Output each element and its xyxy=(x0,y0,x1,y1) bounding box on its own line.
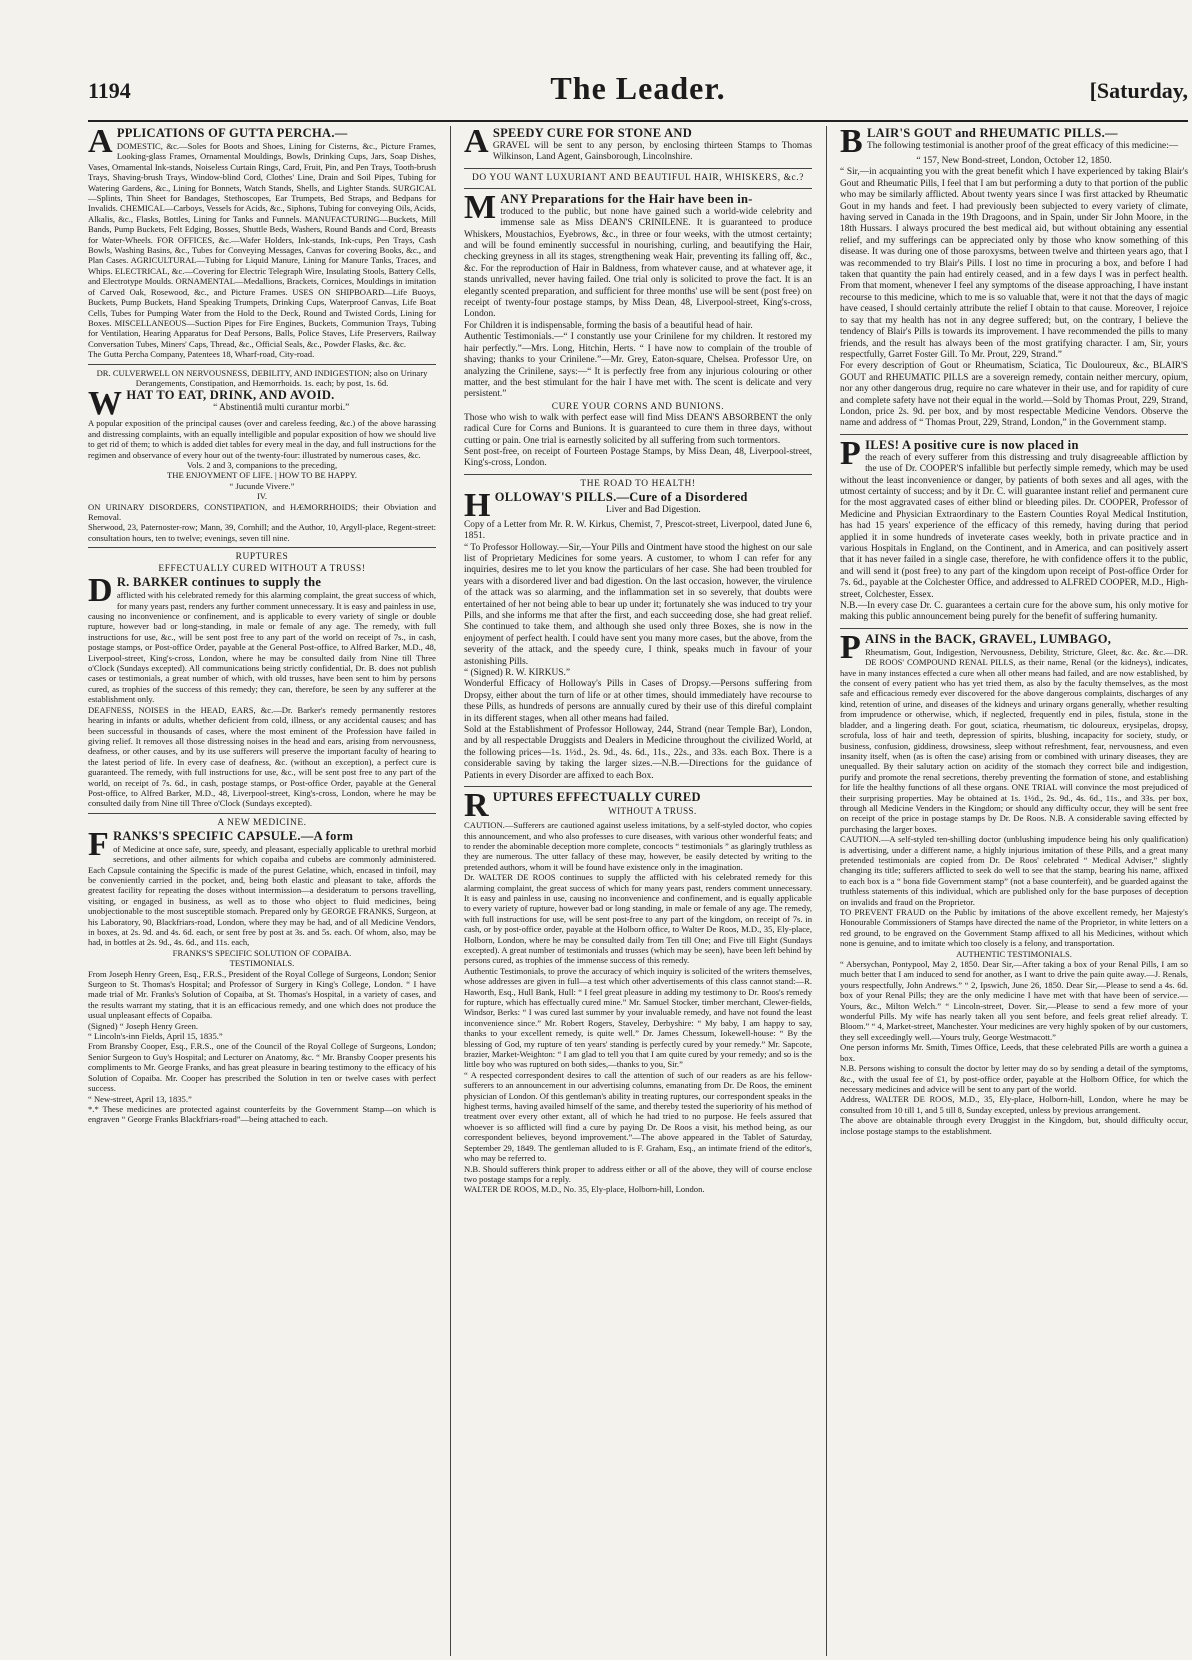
divider xyxy=(840,434,1188,435)
ad-title: R. BARKER continues to supply the xyxy=(116,575,322,590)
ad-fraud: TO PREVENT FRAUD on the Public by imitations of the above excellent remedy, her Majesty's Honourable Commissioners of Stamps have directed the name of the Proprietor, in white letters on a red ground, to be engraved on the Government Stamp affixed to all his Medicines, without which none is genuine, and to imitate which too closely is a felony, and transportation. xyxy=(840,907,1188,949)
ad-intro: Copy of a Letter from Mr. R. W. Kirkus, Chemist, 7, Prescot-street, Liverpool, dated June 6, 1851. xyxy=(464,519,812,542)
ad-address: Address, WALTER DE ROOS, M.D., 35, Ely-place, Holborn-hill, London, where he may be consulted from 10 till 1, and 5 till 8, Sunday excepted, unless by previous arrangement. xyxy=(840,1094,1188,1115)
drop-cap: M xyxy=(464,188,497,226)
ad-signature: (Signed) “ Joseph Henry Green. xyxy=(88,1020,199,1031)
ad-address-date: “ 157, New Bond-street, London, October 12, 1850. xyxy=(916,156,1112,166)
ad-signature: “ (Signed) R. W. KIRKUS.” xyxy=(464,668,570,679)
ad-culverwell xyxy=(88,368,436,544)
drop-cap: P xyxy=(840,434,862,472)
ad-title: PPLICATIONS OF GUTTA PERCHA.— xyxy=(116,126,348,140)
ad-crinilene xyxy=(464,172,812,470)
ad-body: afflicted with his celebrated remedy for this alarming complaint, the great success of which, for many years past, renders any further comment unnecessary. It is easy and painless in use, causing no inconvenience or confinement, and is applicable to every variety of single or double rupture, however bad or long-standing, in male or female of any age. The remedy, with full instructions for use, &c., will be sent post free to any part of the world on receipt of 7s., in cash, postage stamps, or Post-office Order, payable at the General Post-office, to Alfred Barker, M.D., 48, Liverpool-street, King's-cross, London, where he may be consulted daily from Nine till Three o'Clock (Sundays excepted). All communications being strictly confidential, Dr. B. does not publish cases or testimonials, a great number of which, with old trusses, have been sent to him by persons cured, as trophies of the success of this remedy; they can, therefore, be seen by any sufferer at the establishment only. xyxy=(88,590,436,705)
ad-footer: The above are obtainable through every Druggist in the Kingdom, but, should difficulty occur, inclose postage stamps to the establishment. xyxy=(840,1115,1188,1136)
drop-cap: R xyxy=(464,787,489,825)
ad-heading: DO YOU WANT LUXURIANT AND BEAUTIFUL HAIR, WHISKERS, &c.? xyxy=(472,172,804,183)
drop-cap: F xyxy=(88,825,110,863)
ad-title: LAIR'S GOUT and RHEUMATIC PILLS.— xyxy=(866,126,1118,140)
drop-cap: A xyxy=(88,126,113,160)
ad-blair-pills xyxy=(840,126,1188,430)
ad-body: GRAVEL will be sent to any person, by enclosing thirteen Stamps to Thomas Wilkinson, Land Agent, Gainsborough, Lincolnshire. xyxy=(492,141,812,163)
divider xyxy=(464,168,812,169)
ad-deroos-ruptures xyxy=(464,787,812,1195)
ad-testimonials: “ Abersychan, Pontypool, May 2, 1850. Dear Sir,—After taking a box of your Renal Pills, I am so much better that I am induced to send for another, as I want to drive the pain quite away.—J. Renals, yours respectfully, John Andrews.” “ 2, Ipswich, June 26, 1850. Dear Sir,—Please to send a 4s. 6d. box of your Renal Pills; they are the only medicine I have met with that have been of service.—Yours, &c., Milton Welch.” “ Lincoln-street, Dover. Sir,—Please to send a few more of your wonderful Pills. My wife has nearly taken all you sent before, and feels great relief already. T. Bloom.” “ 4, Market-street, Manchester. Your medicines are very highly spoken of by our customers, they sell exceedingly well.—Yours truly, George Westmacott.” xyxy=(840,959,1188,1042)
ad-vols: Vols. 2 and 3, companions to the preceding, xyxy=(186,459,338,470)
ad-subtitle: WITHOUT A TRUSS. xyxy=(608,806,697,817)
ad-letter: “ To Professor Holloway.—Sir,—Your Pills and Ointment have stood the highest on our sale list of Proprietary Medicines for some years. A customer, to whom I can refer for any inquiries, desires me to let you know the particulars of her case. She had been troubled for years with a disordered liver and bad digestion. On the last occasion, however, the virulence of the attack was so alarming, and the inflammation set in so severely, that doubts were entertained of her not being able to bear up under it; fortunately she was induced to try your Pills, and she informs me that after the first, and each succeeding dose, she had great relief. She continued to take them, and although she used only three Boxes, she is now in the enjoyment of perfect health. I could have sent you many more cases, but the above, from the severity of the attack, and the speedy cure, I think, speaks much in favour of your astonishing Pills. xyxy=(464,542,812,667)
divider xyxy=(464,786,812,787)
ad-heading: A NEW MEDICINE. xyxy=(217,817,307,828)
drop-cap: P xyxy=(840,628,862,666)
page-number: 1194 xyxy=(88,78,131,103)
ad-body: troduced to the public, but none have gained such a world-wide celebrity and immense sale as Miss DEAN'S CRINILENE. It is guaranteed to produce Whiskers, Moustachios, Eyebrows, &c., in three or four weeks, with the utmost certainty; and will be found eminently successful in nourishing, curling, and beautifying the Hair, checking greyness in all its stages, strengthening weak Hair, preventing its falling off, &c., &c. For the reproduction of Hair in Baldness, from whatever cause, and at whatever age, it stands unrivalled, never having failed. One trial only is solicited to prove the fact. It is an elegantly scented preparation, and sufficient for three months' use will be sent (post free) on receipt of twenty-four postage stamps, by Miss Dean, 48, Liverpool-street, King's-cross, London. xyxy=(464,206,812,320)
ad-sold: Sold at the Establishment of Professor Holloway, 244, Strand (near Temple Bar), London, and by all respectable Druggists and Dealers in Medicine throughout the civilized World, at the following prices—1s. 1½d., 2s. 9d., 4s. 6d., 11s., 22s., and 33s. each Box. There is a considerable saving by taking the larger sizes.—N.B.—Directions for the guidance of Patients in every Disorder are affixed to each Box. xyxy=(464,725,812,781)
ad-gutta-percha xyxy=(88,126,436,360)
ad-footer: The Gutta Percha Company, Patentees 18, Wharf-road, City-road. xyxy=(88,349,315,360)
ad-testimonials-head: TESTIMONIALS. xyxy=(229,958,295,969)
ad-urinary-title: ON URINARY DISORDERS, CONSTIPATION, and HÆMORRHOIDS; their Obviation and Removal. xyxy=(88,501,436,522)
ad-body: Dr. WALTER DE ROOS continues to supply the afflicted with his celebrated remedy for this alarming complaint, the great success of which for many years past, renders comment unnecessary. It is easy and painless in use, causing no inconvenience and confinement, and is equally applicable to every variety of rupture, however bad or long standing, in male or female of any age. The remedy, with full instructions for use, will be sent post-free to any part of the kingdom, on receipt of 7s. in cash, or by post-office order, payable at the Holborn office, to Walter De Roos, M.D., 35, Ely-place, Holborn, London, where he may be consulted daily from Ten till One; and Five till Eight (Sundays excepted). A great number of testimonials and trusses (which may be seen), have been left behind by persons cured, as trophies of the immense success of this remedy. xyxy=(464,872,812,966)
ad-body: the reach of every sufferer from this distressing and truly disagreeable affliction by the use of Dr. COOPER'S infallible but perfectly simple remedy, which may be used without the least inconvenience or danger, by patients of both sexes and all ages, with the utmost certainty of success; and by it Dr. C. will guarantee instant relief and permanent cure for the most aggravated cases of either blind or bleeding piles. Dr. COOPER, Professor of Medicine and Physician Extraordinary to the Eastern Counties Royal Medical Institution, has had 15 years' experience of the efficacy of this remedy, having during that period applied it in some hundreds of inveterate cases weekly, both in private practice and in various Hospitals in England, on the Continent, and in America, and can positively assert that it has never failed in a single case, therefore, he with confidence offers it to the public, and will send it (post free) to any part of the kingdom upon receipt of Post-office Order for 7s. 6d., payable at the Colchester Office, and addressed to ALFRED COOPER, M.D., High-street, Colchester, Essex. xyxy=(840,452,1188,600)
ad-subheading: EFFECTUALLY CURED WITHOUT A TRUSS! xyxy=(158,564,366,575)
ad-nb: N.B. Persons wishing to consult the doctor by letter may do so by sending a detail of the symptoms, &c., with the usual fee of £1, by post-office order, payable at the Holborn Office, for which the necessary medicines and advice will be sent to any part of the world. xyxy=(840,1063,1188,1094)
divider xyxy=(88,364,436,365)
column-3 xyxy=(840,126,1188,1656)
ad-testimonials: Authentic Testimonials, to prove the accuracy of which inquiry is solicited of the writers themselves, whose addresses are given in full—a test which other advertisements of this class cannot stand:—R. Haworth, Esq., Hull Bank, Hull: “ I feel great pleasure in adding my testimony to Dr. Roos's remedy for rupture, which has effectually cured mine.” Mr. Samuel Stocker, timber merchant, Clewer-fields, Windsor, Berks: “ I was cured last summer by your invaluable remedy, and have not found the least inconvenience since.” Mr. Robert Rogers, Staveley, Derbyshire: “ My baby, I am happy to say, thanks to your excellent remedy, is quite well.” Dr. James Chessum, Iokewell-house: “ By the blessing of God, my rupture of ten years' standing is perfectly cured by your remedy.” Mr. Sapcote, brazier, Market-Weighton: “ I am glad to tell you that I am quite cured by your remedy; and so is the little boy who was ruptured on both sides,—thanks to you, Sir.” xyxy=(464,965,812,1070)
ad-leeds: One person informs Mr. Smith, Times Office, Leeds, that these celebrated Pills are worth a guinea a box. xyxy=(840,1042,1188,1063)
divider xyxy=(464,188,812,189)
ad-enjoyment: THE ENJOYMENT OF LIFE. | HOW TO BE HAPPY. xyxy=(166,470,357,481)
ad-barker-ruptures xyxy=(88,551,436,809)
divider xyxy=(88,813,436,814)
ad-body: A popular exposition of the principal causes (over and careless feeding, &c.) of the above harassing and distressing complaints, with an equally intelligible and popular exposition of how we should live to get rid of them; to which is added diet tables for every meal in the day, and full instructions for the regimen and observance of every hour out of the twenty-four: illustrated by numerous cases, &c. xyxy=(88,418,436,460)
ad-title-2: Liver and Bad Digestion. xyxy=(605,504,701,515)
ad-title: ILES! A positive cure is now placed in xyxy=(865,437,1079,452)
divider xyxy=(464,474,812,475)
ad-correspondent: “ A respected correspondent desires to call the attention of such of our readers as are his fellow-sufferers to an announcement in our advertising columns, emanating from Dr. De Roos, the eminent physician of London. Of this gentleman's ability in treating ruptures, our correspondent speaks in the highest terms, having availed himself of the same, and thereby tested the superiority of his method of treatment over every other extant, all of which he had tried to no purpose. He feels assured that whoever is so afflicted will find a cure by paying Dr. De Roos a visit, his method being, as our correspondent believes, beyond improvement.”—The above appeared in the Tablet of Saturday, September 29, 1849. The gentleman alluded to is F. Graham, Esq., an intimate friend of the editor's, who may be referred to. xyxy=(464,1069,812,1164)
ad-piles-cure xyxy=(840,434,1188,624)
ad-title: RANKS'S SPECIFIC CAPSULE.—A form xyxy=(113,828,354,843)
ad-motto: “ Abstinentiâ multi curantur morbi.” xyxy=(213,403,350,414)
divider xyxy=(840,628,1188,629)
ad-caution: CAUTION.—A self-styled ten-shilling doctor (unblushing impudence being his only qualification) is advertising, under a different name, a highly injurious imitation of these Pills, and a great many pretended testimonials are copied from Dr. De Roos' celebrated “ Medical Adviser,” slightly changing its title; sufferers afflicted to seek do well to see that the stamp, bearing his name, affixed to each box is a “ bona fide Government stamp” (not a base counterfeit), and be guarded against the truthless statements of this individual, which are published only for the base purposes of deception on invalids and fraud on the Proprietor. xyxy=(840,834,1188,907)
ad-deafness: DEAFNESS, NOISES in the HEAD, EARS, &c.—Dr. Barker's remedy permanently restores hearing in infants or adults, whether deficient from cold, illness, or any accidental causes; and has been successful in thousands of cases, where the most eminent of the Profession have failed in giving relief. It removes all those distressing noises in the head and ears, arising from nervousness, deafness, or other causes, and by its use sufferers will preserve the important faculty of hearing to the latest period of life. In every case of deafness, &c. (without an exception), a perfect cure is guaranteed. The remedy, with full instructions for use, &c., will be sent post free to any part of the world, on receipt of 7s. 6d., in cash, postage stamps, or Post-office Order, payable at the General Post-office, to Alfred Barker, M.D., 48, Liverpool-street, King's-cross, London, where he may be consulted daily from Nine till Three o'Clock (Sundays excepted). xyxy=(88,704,436,809)
divider xyxy=(88,547,436,548)
ad-body: DOMESTIC, &c.—Soles for Boots and Shoes, Lining for Cisterns, &c., Picture Frames, Looking-glass Frames, Ornamental Mouldings, Bowls, Drinking Cups, Jars, Soap Dishes, Vases, Ornamental Ink-stands, Noiseless Curtain Rings, Card, Fruit, Pin, and Pen Trays, Tooth-brush Trays, Shaving-brush Trays, Window-blind Cord, Clothes' Line, Drain and Soil Pipes, Tubing for Watering Gardens, &c., Lining for Bonnets, Watch Stands, Shells, and Lighter Stands. SURGICAL—Splints, Thin Sheet for Bandages, Stethoscopes, Ear Trumpets, Bed Straps, and Bedpans for Invalids. CHEMICAL—Carboys, Vessels for Acids, &c., Siphons, Tubing for conveying Oils, Acids, Alkalis, &c., Flasks, Bottles, Lining for Tanks and Funnels. MANUFACTURING—Buckets, Mill Bands, Pump Buckets, Felt Edging, Bosses, Shuttle Beds, Washers, Round Bands and Cord, Breasts for Water-Wheels. FOR OFFICES, &c.—Wafer Holders, Ink-stands, Ink-cups, Pen Trays, Cash Bowls, Washing Basins, &c., Tubes for Conveying Messages, Canvas for covering Books, &c., and Plan Cases. AGRICULTURAL—Tubing for Liquid Manure, Lining for Manure Tanks, Traces, and Whips. ELECTRICAL, &c.—Covering for Electric Telegraph Wire, Insulating Stools, Battery Cells, and Electrotype Moulds. ORNAMENTAL—Medallions, Brackets, Cornices, Mouldings in imitation of Carved Oak, Rosewood, &c., and Picture Frames. USES ON SHIPBOARD—Life Buoys, Buckets, Pump Buckets, Hand Speaking Trumpets, Drinking Cups, Waterproof Canvas, Life Boat Cells, Tubes for Pumping Water from the Hold to the Deck, Round and Twisted Cords, Lining for Boxes. MISCELLANEOUS—Suction Pipes for Fire Engines, Buckets, Communion Trays, Tubing for Ventilation, Hearing Apparatus for Deaf Persons, Balls, Police Staves, Life Preservers, Railway Conversation Tubes, Miners' Caps, Thread, &c., Official Seals, &c., Powder Flasks, &c. &c. xyxy=(88,141,436,349)
ad-sherwood: Sherwood, 23, Paternoster-row; Mann, 39, Cornhill; and the Author, 10, Argyll-place, Regent-street: consultation hours, ten to twelve; evenings, seven till nine. xyxy=(88,522,436,543)
ad-testimonials: Authentic Testimonials.—“ I constantly use your Crinilene for my children. It restored my hair perfectly.”—Mrs. Long, Hitchin, Herts. “ I have now to complain of the trouble of shaving; thanks to your Crinilene.”—Mr. Grey, Eaton-square, Chelsea. Professor Ure, on analyzing the Crinilene, says:—“ It is perfectly free from any injurious colouring or other matter, and the best stimulant for the hair I have met with. The scent is delicate and very persistent.” xyxy=(464,332,812,400)
ad-address: WALTER DE ROOS, M.D., No. 35, Ely-place, Holborn-hill, London. xyxy=(464,1184,705,1195)
ad-testimonials-head: AUTHENTIC TESTIMONIALS. xyxy=(956,948,1072,959)
newspaper-title: The Leader. xyxy=(550,70,726,106)
ad-solution: FRANKS'S SPECIFIC SOLUTION OF COPAIBA. xyxy=(172,947,352,958)
ad-date: “ New-street, April 13, 1835.” xyxy=(88,1093,192,1104)
ad-body: For every description of Gout or Rheumatism, Sciatica, Tic Douloureux, &c., BLAIR'S GOUT and RHEUMATIC PILLS are a sovereign remedy, contain neither mercury, opium, nor any other dangerous drug, require no care whatever in their use, and for rapidity of cure and complete safety have not their equal in the world.—Sold by Thomas Prout, 229, Strand, London, price 2s. 9d. per box, and by most respectable Medicine Vendors. Observe the name and address of “ Thomas Prout, 229, Strand, London,” in the Government stamp. xyxy=(840,361,1188,429)
ad-title: OLLOWAY'S PILLS.—Cure of a Disordered xyxy=(494,489,748,504)
ad-caution: CAUTION.—Sufferers are cautioned against useless imitations, by a self-styled doctor, who copies this announcement, and who also professes to cure diseases, with various other wonderful feats; and to render the abominable deception more complete, concocts “ testimonials ” as glaringly truthless as they are numerous. The utter fallacy of these may, however, be easily detected by writing to the pretended authors, whom it will be found have existence only in the imagination. xyxy=(464,820,812,872)
drop-cap: A xyxy=(464,126,489,160)
ad-children: For Children it is indispensable, forming the basis of a beautiful head of hair. xyxy=(464,320,753,331)
ad-intro: The following testimonial is another proof of the great efficacy of this medicine:— xyxy=(866,141,1179,151)
ad-subheading: CURE YOUR CORNS AND BUNIONS. xyxy=(551,401,725,412)
ad-heading: DR. CULVERWELL ON NERVOUSNESS, DEBILITY, AND INDIGESTION; also on Urinary Derangements, Constipation, and Hæmorrhoids. 1s. each; by post, 1s. 6d. xyxy=(96,367,428,388)
drop-cap: W xyxy=(88,385,123,423)
ad-numeral: IV. xyxy=(256,491,268,502)
ad-title: ANY Preparations for the Hair have been in- xyxy=(500,191,753,206)
ad-corns-post: Sent post-free, on receipt of Fourteen Postage Stamps, by Miss Dean, 48, Liverpool-street, King's-cross, London. xyxy=(464,446,812,469)
ad-testimonial-cooper: From Bransby Cooper, Esq., F.R.S., one of the Council of the Royal College of Surgeons, London; Senior Surgeon to Guy's Hospital; and Lecturer on Anatomy, &c. “ Mr. Bransby Cooper presents his compliments to Mr. George Franks, and has great pleasure in bearing testimony to the efficacy of his Solution of Copaiba. Mr. Cooper has prescribed the Solution in ten or twelve cases with perfect success. xyxy=(88,1041,436,1094)
ad-stone-gravel xyxy=(464,126,812,164)
column-1 xyxy=(88,126,436,1656)
drop-cap: H xyxy=(464,486,491,524)
drop-cap: D xyxy=(88,572,113,610)
ad-testimonial-green: From Joseph Henry Green, Esq., F.R.S., President of the Royal College of Surgeons, London; Senior Surgeon to St. Thomas's Hospital; and Professor of Surgery in King's College, London. “ I have made trial of Mr. Franks's Solution of Copaiba, at St. Thomas's Hospital, in a variety of cases, and the results warrant my stating, that it is an efficacious remedy, and one which does not produce the usual unpleasant effects of Copaiba. xyxy=(88,968,436,1021)
ad-renal-pills xyxy=(840,628,1188,1136)
ad-nb: N.B. Should sufferers think proper to address either or all of the above, they will of course enclose two postage stamps for a reply. xyxy=(464,1163,812,1184)
ad-notice: *.* These medicines are protected against counterfeits by the Government Stamp—on which is engraven “ George Franks Blackfriars-road”—being attached to each. xyxy=(88,1103,436,1125)
column-rule xyxy=(450,126,451,1656)
ad-title: UPTURES EFFECTUALLY CURED xyxy=(492,790,701,805)
ad-title: AINS in the BACK, GRAVEL, LUMBAGO, xyxy=(865,631,1112,646)
ad-nb: N.B.—In every case Dr. C. guarantees a certain cure for the above sum, his only motive for making this public announcement being purely for the benefit of suffering humanity. xyxy=(840,601,1188,623)
ad-body: Rheumatism, Gout, Indigestion, Nervousness, Debility, Stricture, Gleet, &c. &c. &c.—DR. DE ROOS' COMPOUND RENAL PILLS, as their name, Renal (or the kidneys), indicates, have in many instances effected a cure when all other means had failed, and are now established, by the consent of every patient who has yet tried them, as also by the faculty themselves, as the most safe and efficacious remedy ever discovered for the above dangerous complaints, discharges of any kind, retention of urine, and diseases of the kidneys and urinary organs generally, whether resulting from imprudence or otherwise, which, if neglected, frequently end in piles, fistula, stone in the bladder, and a lingering death. For gout, sciatica, rheumatism, tic doloureux, erysipelas, dropsy, scrofula, loss of hair and teeth, depression of spirits, blushing, incapacity for society, study, or business, confusion, giddiness, drowsiness, sleep without refreshment, fear, nervousness, and even insanity itself, when (as is often the case) arising from or combined with urinary diseases, they are unequalled. By their salutary action on acidity of the stomach they correct bile and indigestion, purify and promote the renal secretions, thereby preventing the formation of stone, and establishing for life the healthy functions of all these organs. ONE TRIAL will convince the most prejudiced of their surprising properties. May be obtained at 1s. 1½d., 2s. 9d., 4s. 6d., 11s., and 33s. per box, through all Medicine Venders in the Kingdom; or should any difficulty occur, they will be sent free on receipt of the price in postage stamps by Dr. De Roos. N.B. A considerable saving effected by purchasing the larger boxes. xyxy=(840,646,1188,834)
ad-dropsy: Wonderful Efficacy of Holloway's Pills in Cases of Dropsy.—Persons suffering from Dropsy, either about the turn of life or at other times, should immediately have recourse to these Pills, as hundreds of persons are annually cured by their use of this direful complaint in its different stages, when all other means had failed. xyxy=(464,679,812,724)
columns xyxy=(88,126,1188,1656)
ad-title: SPEEDY CURE FOR STONE AND xyxy=(492,126,693,140)
ad-jucunde: “ Jucunde Vivere.” xyxy=(229,480,295,491)
ad-franks-capsule xyxy=(88,817,436,1125)
ad-title: HAT TO EAT, DRINK, AND AVOID. xyxy=(126,388,335,403)
ad-corns: Those who wish to walk with perfect ease will find Miss DEAN'S ABSORBENT the only radical Cure for Corns and Bunions. It is guaranteed to cure them in three days, without cutting or pain. One trial is earnestly solicited by all suffering from such tormentors. xyxy=(464,412,812,446)
ad-body: of Medicine at once safe, sure, speedy, and pleasant, especially applicable to urethral morbid secretions, and other ailments for which copaiba and cubebs are commonly administered. Each Capsule containing the Specific is made of the purest Gelatine, which, encased in tinfoil, may be conveniently carried in the pocket, and, being both elastic and pleasant to take, affords the greatest facility for repeating the doses without intermission—a desideratum to persons travelling, visiting, or engaged in business, as well as to those who object to fluid medicines, being unobjectionable to the most susceptible stomach. Prepared only by GEORGE FRANKS, Surgeon, at his Laboratory, 90, Blackfriars-road, London, where they may be had, and of all Medicine Vendors, in boxes, at 2s. 9d. and 4s. 6d. each, or sent free by post at 3s. and 5s. each. Of whom, also, may be had, in bottles at 2s. 9d., 4s. 6d., and 11s. each, xyxy=(88,843,436,948)
ad-letter: “ Sir,—in acquainting you with the great benefit which I have experienced by taking Blair's Gout and Rheumatic Pills, I feel that I am but performing a duty to that portion of the public who may be similarly afflicted. About twenty years since I was first attacked by Rheumatic Gout in my hands and feet. I had previously been subjected to every variety of climate, having served in Canada in the 19th Dragoons, and in Spain, under Sir John Moore, in the 18th Hussars. I always procured the best medical aid, but without obtaining any essential relief, and my sufferings can be appreciated only by those who know something of this disease. It was during one of those paroxysms, between twelve and thirteen years ago, that I was recommended to try Blair's Pills. I lost no time in procuring a box, and before I had taken that quantity the pain had entirely ceased, and in a few days I was in perfect health. From that moment, whenever I feel any symptoms of the disease approaching, I have instant recourse to this medicine, which to me is so valuable that, were it not that the days of magic have ceased, I should certainly attribute the relief I obtain to that cause. Moreover, I rejoice to say that my health has not in any degree suffered; but, on the contrary, I believe the tendency of Blair's Pills is towards its improvement. I have recommended the pills to many friends, and the result has always been of the most gratifying character. I am, Sir, yours respectfully, Garret Foster Gill. To Mr. Prout, 229, Strand.” xyxy=(840,167,1188,360)
ad-date: “ Lincoln's-inn Fields, April 15, 1835.” xyxy=(88,1031,223,1042)
masthead xyxy=(88,64,1188,122)
column-2 xyxy=(464,126,812,1656)
issue-day: [Saturday, xyxy=(1089,78,1188,103)
column-rule xyxy=(826,126,827,1656)
ad-heading: RUPTURES xyxy=(235,552,289,563)
drop-cap: B xyxy=(840,126,863,160)
ad-holloway-pills xyxy=(464,478,812,782)
ad-heading: THE ROAD TO HEALTH! xyxy=(580,478,696,489)
